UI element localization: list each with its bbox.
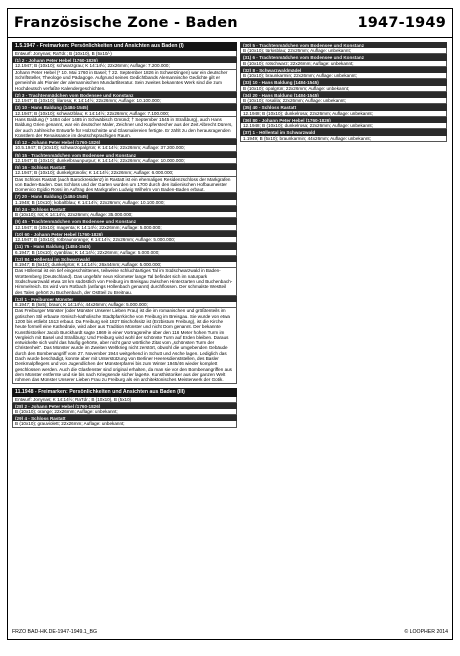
stamp-details: Entwurf: Jonynas; RaTdr.; B (10x10), B (5x10/-) (12, 51, 237, 57)
stamp-description: Das Schloss Rastatt (auch Barockresidenz) in Rastatt ist ein ehemaliges Residenzschloss der Markgrafen von Baden-Baden. Das Schloss und der Garten wurden um 1700 durch den italienischen Hofbaumeister Domenico Egidio Rossi im Auftrag des Markgrafen Ludwig Wilhelm von Baden-Baden erbaut. (12, 177, 237, 194)
left-column (12, 42, 237, 428)
stamp-details: B (10x10); rotschwarz; 22x26mm; Auflage: unbekannt; (240, 61, 447, 67)
stamp-heading: (36) 80 - Johann Peter Hebel (1760-1826) (240, 117, 447, 123)
stamp-description: Das Höllental ist ein tief eingeschnittenes, teilweise schluchtartiges Tal im Südschwarzwald in Baden-Württemberg (Deutschland). Das ungefähr neun Kilometer lange Tal befindet sich im naturpark Südschwarzwald etwa 18 km südöstlich von Freiburg im Breisgau zwischen Hinterzarten und Buchenbach-Himmelreich. Es wird vom Rotbach (anfangs Höllenbach genannt) durchflossen. Der schmalste Westteil des Tales gehört zu Buchenbach, der Osttteil zu Breitnau. (12, 268, 237, 295)
stamp-heading: (13) 1 - Freiburger Münster (12, 296, 237, 302)
page-title: Französische Zone - Baden (14, 15, 238, 31)
stamp-heading: (28) 2 - Johann Peter Hebel (1760-1826) (12, 403, 237, 409)
stamp-heading: (29) 4 - Schloss Rastatt (12, 415, 237, 421)
stamp-description: Hans Baldung (* 1484 oder 1485 in Schwäbisch Gmünd; † September 1545 in Straßburg), auch Hans Baldung Grien genannt, war ein deutscher Maler, Zeichner und Kupferstecher aus der Zeit Albrecht Dürers, der auch zahlreiche Entwürfe für Holzschnitte und Glasmalereien fertigte. Er zählt zu den herausragenden Künstlern der Renaissance im deutschsprachigen Raum. (12, 117, 237, 139)
year-range: 1947-1949 (357, 15, 446, 31)
stamp-details: 12.1947; B (10x10); lilarosa; K 14:14½; 22x26mm; Auflage: 10.100.000; (12, 98, 237, 104)
stamp-heading: (32) 8 - Schwarzwaldmädel (240, 67, 447, 73)
stamp-details: 1.1948; B (10x10); kobaltblau; K 14:14½; 22x26mm; Auflage: 10.100.000; (12, 200, 237, 206)
stamp-details: B (10x10); braunkarmin; 22x26mm; Auflage: unbekannt; (240, 73, 447, 79)
stamp-heading: (2) 3 - Trachtenmädchen vom Bodensee und Konstanz (12, 92, 237, 98)
footer-code: FRZO BAD-HK.DE-1947-1949.1_BG (12, 629, 98, 635)
stamp-details: B (10x10); rosalila; 22x26mm; Auflage: unbekannt; (240, 98, 447, 104)
stamp-details: 12.1947; B (10x10); magenta; K 14:14½; 22x26mm; Auflage: 5.000.000; (12, 225, 237, 231)
stamp-details: 12.1947; B (10x10); schwarzblau; K 14:14½; 22x26mm; Auflage: 7.100.000; (12, 111, 237, 117)
right-column (240, 42, 447, 142)
stamp-heading: (11) 75 - Hans Baldung (1484-1545) (12, 243, 237, 249)
stamp-details: 12.1947; B (10x10); dunkelbraunpurpur; K 14:14½; 22x26mm; Auflage: 10.000.000; (12, 158, 237, 164)
stamp-details: B (10x10); orange; 22x26mm; Auflage: unbekannt; (12, 409, 237, 415)
catalog-page (7, 8, 453, 640)
stamp-heading: (1) 2 - Johann Peter Hebel (1760-1826) (12, 57, 237, 63)
stamp-description: Das Freiburger Münster (oder Münster Unserer Lieben Frau) ist die im romanischen und größtenteils im gotischen Stil erbaute römisch-katholische Stadtpfarrkirche von Freiburg im Breisgau. Sie wurde von etwa 1200 bis ettliebt 1513 erbaut. Da Freiburg seit 1827 Bischofssitz ist (Erzbistum Freiburg), ist die Kirche heute formell eine Kathedrale, wird aber aus Tradition Münster und nicht Dom genannt. Der bekannte Kunsthistoriker Jacob Burckhardt sagte 1869 in einer Vortragsreihe über den 116 Meter hohen Turm im Vergleich mit Basel und Straßburg: Und Freiburg wird wohl der schönste Turm auf Erden bleiben. Daraus entwickelte sich wohl das häufig gehörte, aber nicht ganz wörtliche Zitat vom „schönsten Turm der Christenheit“. Das Münster wurde im Zweiten Weltkrieg nicht zerstört, obwohl die umgebenden Gebäude durch den Bombenangriff vom 27. November 1944 weitgehend in Schutt und Asche lagen. Lediglich das Dach wurde beschädigt, konnte aber mit Unterstützung von Berliner Heeresdienststellen, des Basler Denkmalpflegers und von Jugendlichen der Münsterpfarrei bis zum Winter 1945/46 wieder komplett geschlossen werden. Auch die Glasfenster sind original erhalten, da man sie vor den Bombenangriffen aus dem Münster entfernte und sie bis nach Kriegsende sicher lagerte. Kunsthistoriker aus der ganzen Welt rühmen das Münster Unserer Lieben Frau zu Freiburg als ein architektonisches Meisterwerk der Gotik. (12, 308, 237, 383)
stamp-details: B (10x10); rot; K 14:14½; 22x26mm; Auflage: 35.000.000; (12, 212, 237, 218)
stamp-heading: (31) 6 - Trachtenmädchen vom Bodensee und Konstanz (240, 54, 447, 60)
issue-heading: 1.5.1947 - Freimarken: Persönlichkeiten und Ansichten aus Baden (I) (12, 42, 237, 51)
stamp-details: 8.1947; B (5x5); braun; K 14:14½; 44x26mm; Auflage: 5.000.000; (12, 302, 237, 308)
stamp-heading: (6) 16 - Schloss Rastatt (12, 164, 237, 170)
stamp-details: 12.1948; B (10x10); dunkelrosa; 22x26mm; Auflage: unbekannt; (240, 111, 447, 117)
stamp-details: 12.1947; B (10x10); rotbraunorange; K 14:14½; 22x26mm; Auflage: 5.000.000; (12, 237, 237, 243)
stamp-details: B (10x10); opalgrün; 22x26mm; Auflage: unbekannt; (240, 86, 447, 92)
stamp-details: 1.1949; B (5x10); braunkarmin; 44x26mm; Auflage: unbekannt; (240, 136, 447, 142)
stamp-heading: (30) 5 - Trachtenmädchen vom Bodensee und Konstanz (240, 42, 447, 48)
stamp-heading: (5) 15 - Trachtenmädchen vom Bodensee und Konstanz (12, 152, 237, 158)
stamp-details: 12.1948; B (10x10); dunkelrosa; 22x26mm; Auflage: unbekannt; (240, 123, 447, 129)
stamp-heading: (33) 10 - Hans Baldung (1484-1545) (240, 79, 447, 85)
stamp-heading: (9) 45 - Trachtenmädchen vom Bodensee und Konstanz (12, 218, 237, 224)
stamp-heading: (37) 1 - Höllental im Schwarzwald (240, 129, 447, 135)
page-header (8, 9, 452, 38)
page-footer (12, 629, 448, 635)
stamp-details: Entwurf: Jonynas; K 14:14½; RaTdr.; B (10x10), B (5x10) (12, 397, 237, 403)
stamp-heading: (8) 24 - Schloss Rastatt (12, 206, 237, 212)
stamp-heading: (3) 10 - Hans Baldung (1484-1545) (12, 104, 237, 110)
stamp-heading: (12) 84 - Höllental im Schwarzwald (12, 256, 237, 262)
stamp-details: 12.1947; B (10x10); schwarzgrau; K 14:14½; 22x26mm; Auflage: 7.200.000; (12, 63, 237, 69)
stamp-details: 6.1947; B (10x10); cyanblau; K 14:14½; 22x26mm; Auflage: 5.000.000; (12, 250, 237, 256)
stamp-heading: (10) 60 - Johann Peter Hebel (1760-1826) (12, 231, 237, 237)
stamp-heading: (4) 12 - Johann Peter Hebel (1760-1826) (12, 139, 237, 145)
stamp-heading: (7) 20 - Hans Baldung (1484-1545) (12, 193, 237, 199)
stamp-details: B (10x10); grauviolett; 22x26mm; Auflage: unbekannt; (12, 421, 237, 427)
stamp-details: B (10x10); türkisblau; 22x26mm; Auflage: unbekannt; (240, 48, 447, 54)
stamp-heading: (35) 40 - Schloss Rastatt (240, 104, 447, 110)
footer-copyright: © LOOPHER 2014 (404, 629, 448, 635)
stamp-heading: (34) 20 - Hans Baldung (1484-1545) (240, 92, 447, 98)
stamp-details: 12.1947; B (10x10); dunkelgrünoliv; K 14:14½; 22x26mm; Auflage: 6.000.000; (12, 170, 237, 176)
stamp-details: 8.1947; B (5x10); dunkelgrün; K 14:14½; 26x44mm; Auflage: 5.000.000; (12, 262, 237, 268)
issue-heading: 11.1948 - Freimarken: Persönlichkeiten und Ansichten aus Baden (III) (12, 388, 237, 397)
stamp-details: 10.5.1947; B (10x10); schwarzopalgrün; K 14:14½; 22x26mm; Auflage: 37.200.000; (12, 145, 237, 151)
stamp-description: Johann Peter Hebel (* 10. Mai 1760 in Basel; † 22. September 1826 in Schwetzingen) war ein deutscher Schriftsteller, Theologe und Pädagoge. Aufgrund seines Gedichtbands Alemannische Gedichte gilt er gemeinhin als Pionier der alemannischen Mundartliteratur. Sein zweites bekanntes Werk sind die zum Hochdeutsch verfaßte Kalendergeschichten. (12, 70, 237, 92)
